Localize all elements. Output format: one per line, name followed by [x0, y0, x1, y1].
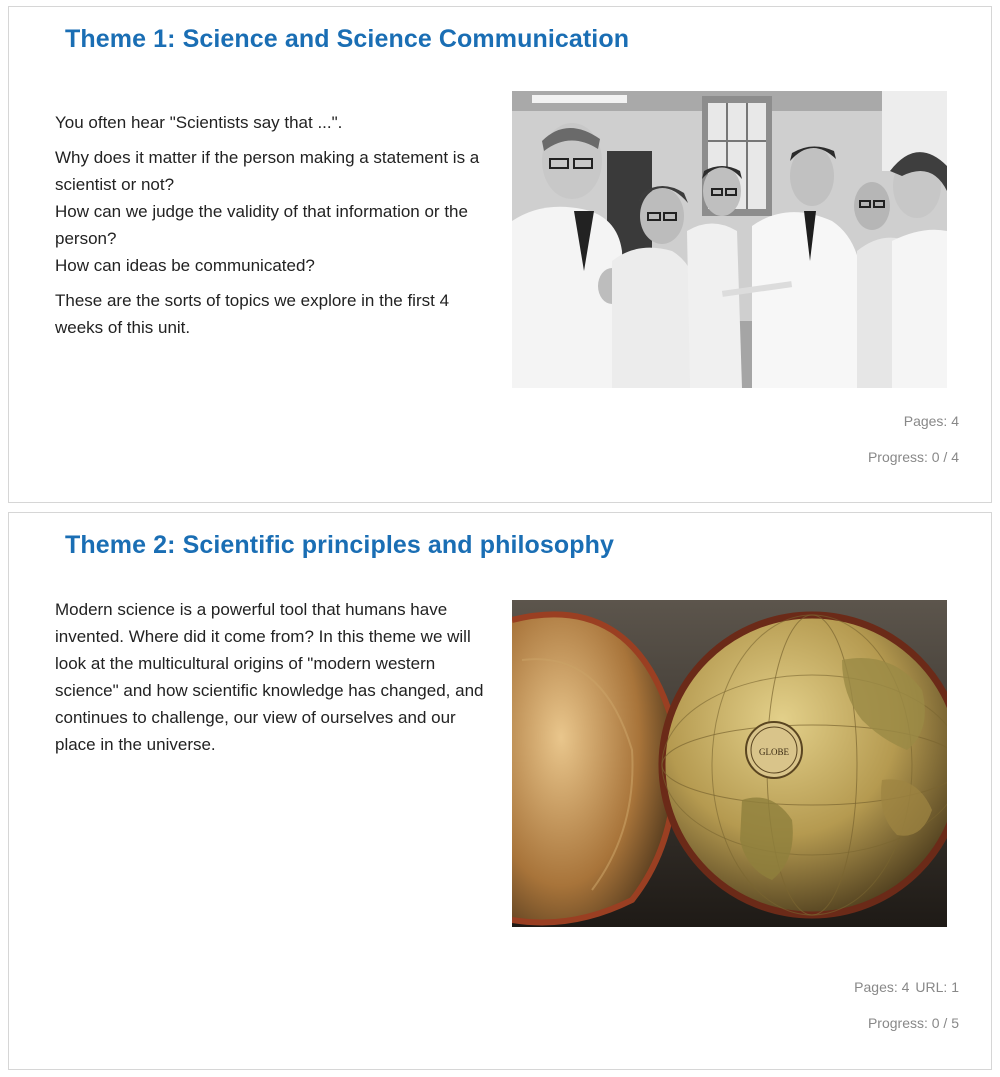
theme-card-2 [8, 512, 992, 1070]
theme-2-meta-line [854, 979, 959, 995]
theme-1-question-2: How can we judge the validity of that information or the person? [55, 202, 468, 248]
theme-1-questions [55, 144, 485, 279]
theme-1-summary: These are the sorts of topics we explore in the first 4 weeks of this unit. [55, 291, 450, 337]
theme-2-progress: Progress: 0 / 5 [867, 1015, 959, 1031]
globe-photo [512, 600, 947, 927]
theme-2-pages: Pages: 4 [854, 979, 910, 995]
theme-1-title[interactable]: Theme 1: Science and Science Communication [65, 25, 630, 53]
theme-1-question-1: Why does it matter if the person making a statement is a scientist or not? [55, 148, 480, 194]
theme-1-description [55, 109, 485, 349]
theme-1-progress: Progress: 0 / 4 [867, 449, 959, 465]
theme-2-paragraph: Modern science is a powerful tool that humans have invented. Where did it come from? In this theme we will look at the multicultural origins of "modern western science" and how scientific knowledge has changed, and continues to challenge, our view of ourselves and our place in the universe. [55, 600, 484, 754]
theme-card-1 [8, 6, 992, 503]
scientists-photo [512, 91, 947, 388]
theme-1-pages: Pages: 4 [903, 413, 959, 429]
theme-2-title[interactable]: Theme 2: Scientific principles and philosophy [65, 531, 615, 559]
theme-1-question-3: How can ideas be communicated? [55, 256, 315, 275]
theme-2-description [55, 596, 485, 766]
globe-cartouche-text: GLOBE [759, 747, 789, 757]
theme-1-intro: You often hear "Scientists say that ...". [55, 113, 343, 132]
theme-2-url-count: URL: 1 [915, 979, 959, 995]
